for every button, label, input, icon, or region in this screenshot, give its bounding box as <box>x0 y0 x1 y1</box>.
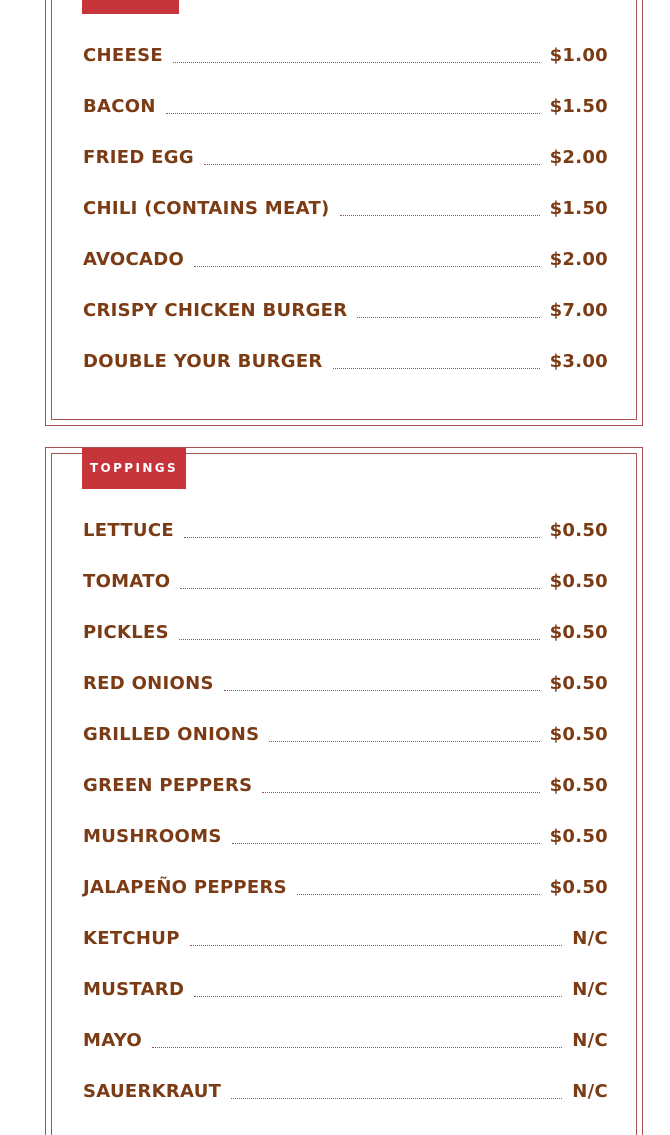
leader-dots <box>262 791 539 793</box>
menu-item-name: TOMATO <box>83 571 171 592</box>
leader-dots <box>204 163 540 165</box>
menu-item-row <box>83 722 608 746</box>
menu-item-name: RED ONIONS <box>83 673 214 694</box>
menu-item-name: FRIED EGG <box>83 147 194 168</box>
menu-item-price: N/C <box>572 1081 608 1102</box>
section-tab-top <box>82 0 179 14</box>
menu-item-row <box>83 145 608 169</box>
leader-dots <box>231 1097 562 1099</box>
menu-item-name: GRILLED ONIONS <box>83 724 260 745</box>
menu-item-price: $0.50 <box>549 571 608 592</box>
leader-dots <box>333 367 540 369</box>
leader-dots <box>180 587 539 589</box>
menu-item-price: $0.50 <box>549 877 608 898</box>
menu-item-price: $0.50 <box>549 775 608 796</box>
menu-item-row <box>83 1028 608 1052</box>
menu-item-name: SAUERKRAUT <box>83 1081 222 1102</box>
menu-item-price: $2.00 <box>549 147 608 168</box>
leader-dots <box>194 995 562 997</box>
menu-item-row <box>83 349 608 373</box>
menu-item-price: $0.50 <box>549 673 608 694</box>
menu-item-name: DOUBLE YOUR BURGER <box>83 351 323 372</box>
menu-item-price: N/C <box>572 928 608 949</box>
menu-item-name: CRISPY CHICKEN BURGER <box>83 300 348 321</box>
menu-item-row <box>83 824 608 848</box>
menu-item-row <box>83 569 608 593</box>
menu-item-price: $0.50 <box>549 622 608 643</box>
menu-item-price: N/C <box>572 1030 608 1051</box>
menu-item-price: $3.00 <box>549 351 608 372</box>
leader-dots <box>179 638 540 640</box>
menu-item-row <box>83 196 608 220</box>
menu-item-name: MUSHROOMS <box>83 826 222 847</box>
menu-item-row <box>83 875 608 899</box>
menu-item-price: $0.50 <box>549 724 608 745</box>
menu-item-name: AVOCADO <box>83 249 185 270</box>
menu-item-row <box>83 926 608 950</box>
leader-dots <box>184 536 540 538</box>
menu-item-price: $1.50 <box>549 96 608 117</box>
leader-dots <box>269 740 539 742</box>
menu-item-price: $1.00 <box>549 45 608 66</box>
leader-dots <box>340 214 540 216</box>
menu-item-price: $1.50 <box>549 198 608 219</box>
menu-item-name: LETTUCE <box>83 520 174 541</box>
menu-item-row <box>83 518 608 542</box>
menu-item-name: BACON <box>83 96 156 117</box>
menu-item-row <box>83 1079 608 1103</box>
leader-dots <box>357 316 539 318</box>
leader-dots <box>190 944 563 946</box>
leader-dots <box>166 112 540 114</box>
menu-item-name: GREEN PEPPERS <box>83 775 253 796</box>
leader-dots <box>297 893 540 895</box>
menu-item-row <box>83 773 608 797</box>
menu-item-name: JALAPEÑO PEPPERS <box>83 877 287 898</box>
menu-item-name: PICKLES <box>83 622 169 643</box>
leader-dots <box>152 1046 562 1048</box>
menu-item-name: CHILI (CONTAINS MEAT) <box>83 198 330 219</box>
leader-dots <box>194 265 539 267</box>
menu-item-name: CHEESE <box>83 45 163 66</box>
menu-item-price: $7.00 <box>549 300 608 321</box>
menu-item-row <box>83 43 608 67</box>
menu-item-name: MAYO <box>83 1030 143 1051</box>
leader-dots <box>173 61 540 63</box>
menu-item-name: MUSTARD <box>83 979 185 1000</box>
menu-item-price: $0.50 <box>549 520 608 541</box>
menu-item-row <box>83 977 608 1001</box>
menu-item-row <box>83 620 608 644</box>
menu-item-price: $0.50 <box>549 826 608 847</box>
section-title-toppings: TOPPINGS <box>82 448 186 489</box>
leader-dots <box>224 689 540 691</box>
menu-item-name: KETCHUP <box>83 928 180 949</box>
menu-item-price: $2.00 <box>549 249 608 270</box>
menu-item-row <box>83 94 608 118</box>
menu-item-row <box>83 671 608 695</box>
leader-dots <box>232 842 540 844</box>
menu-item-row <box>83 247 608 271</box>
menu-item-price: N/C <box>572 979 608 1000</box>
menu-item-row <box>83 298 608 322</box>
